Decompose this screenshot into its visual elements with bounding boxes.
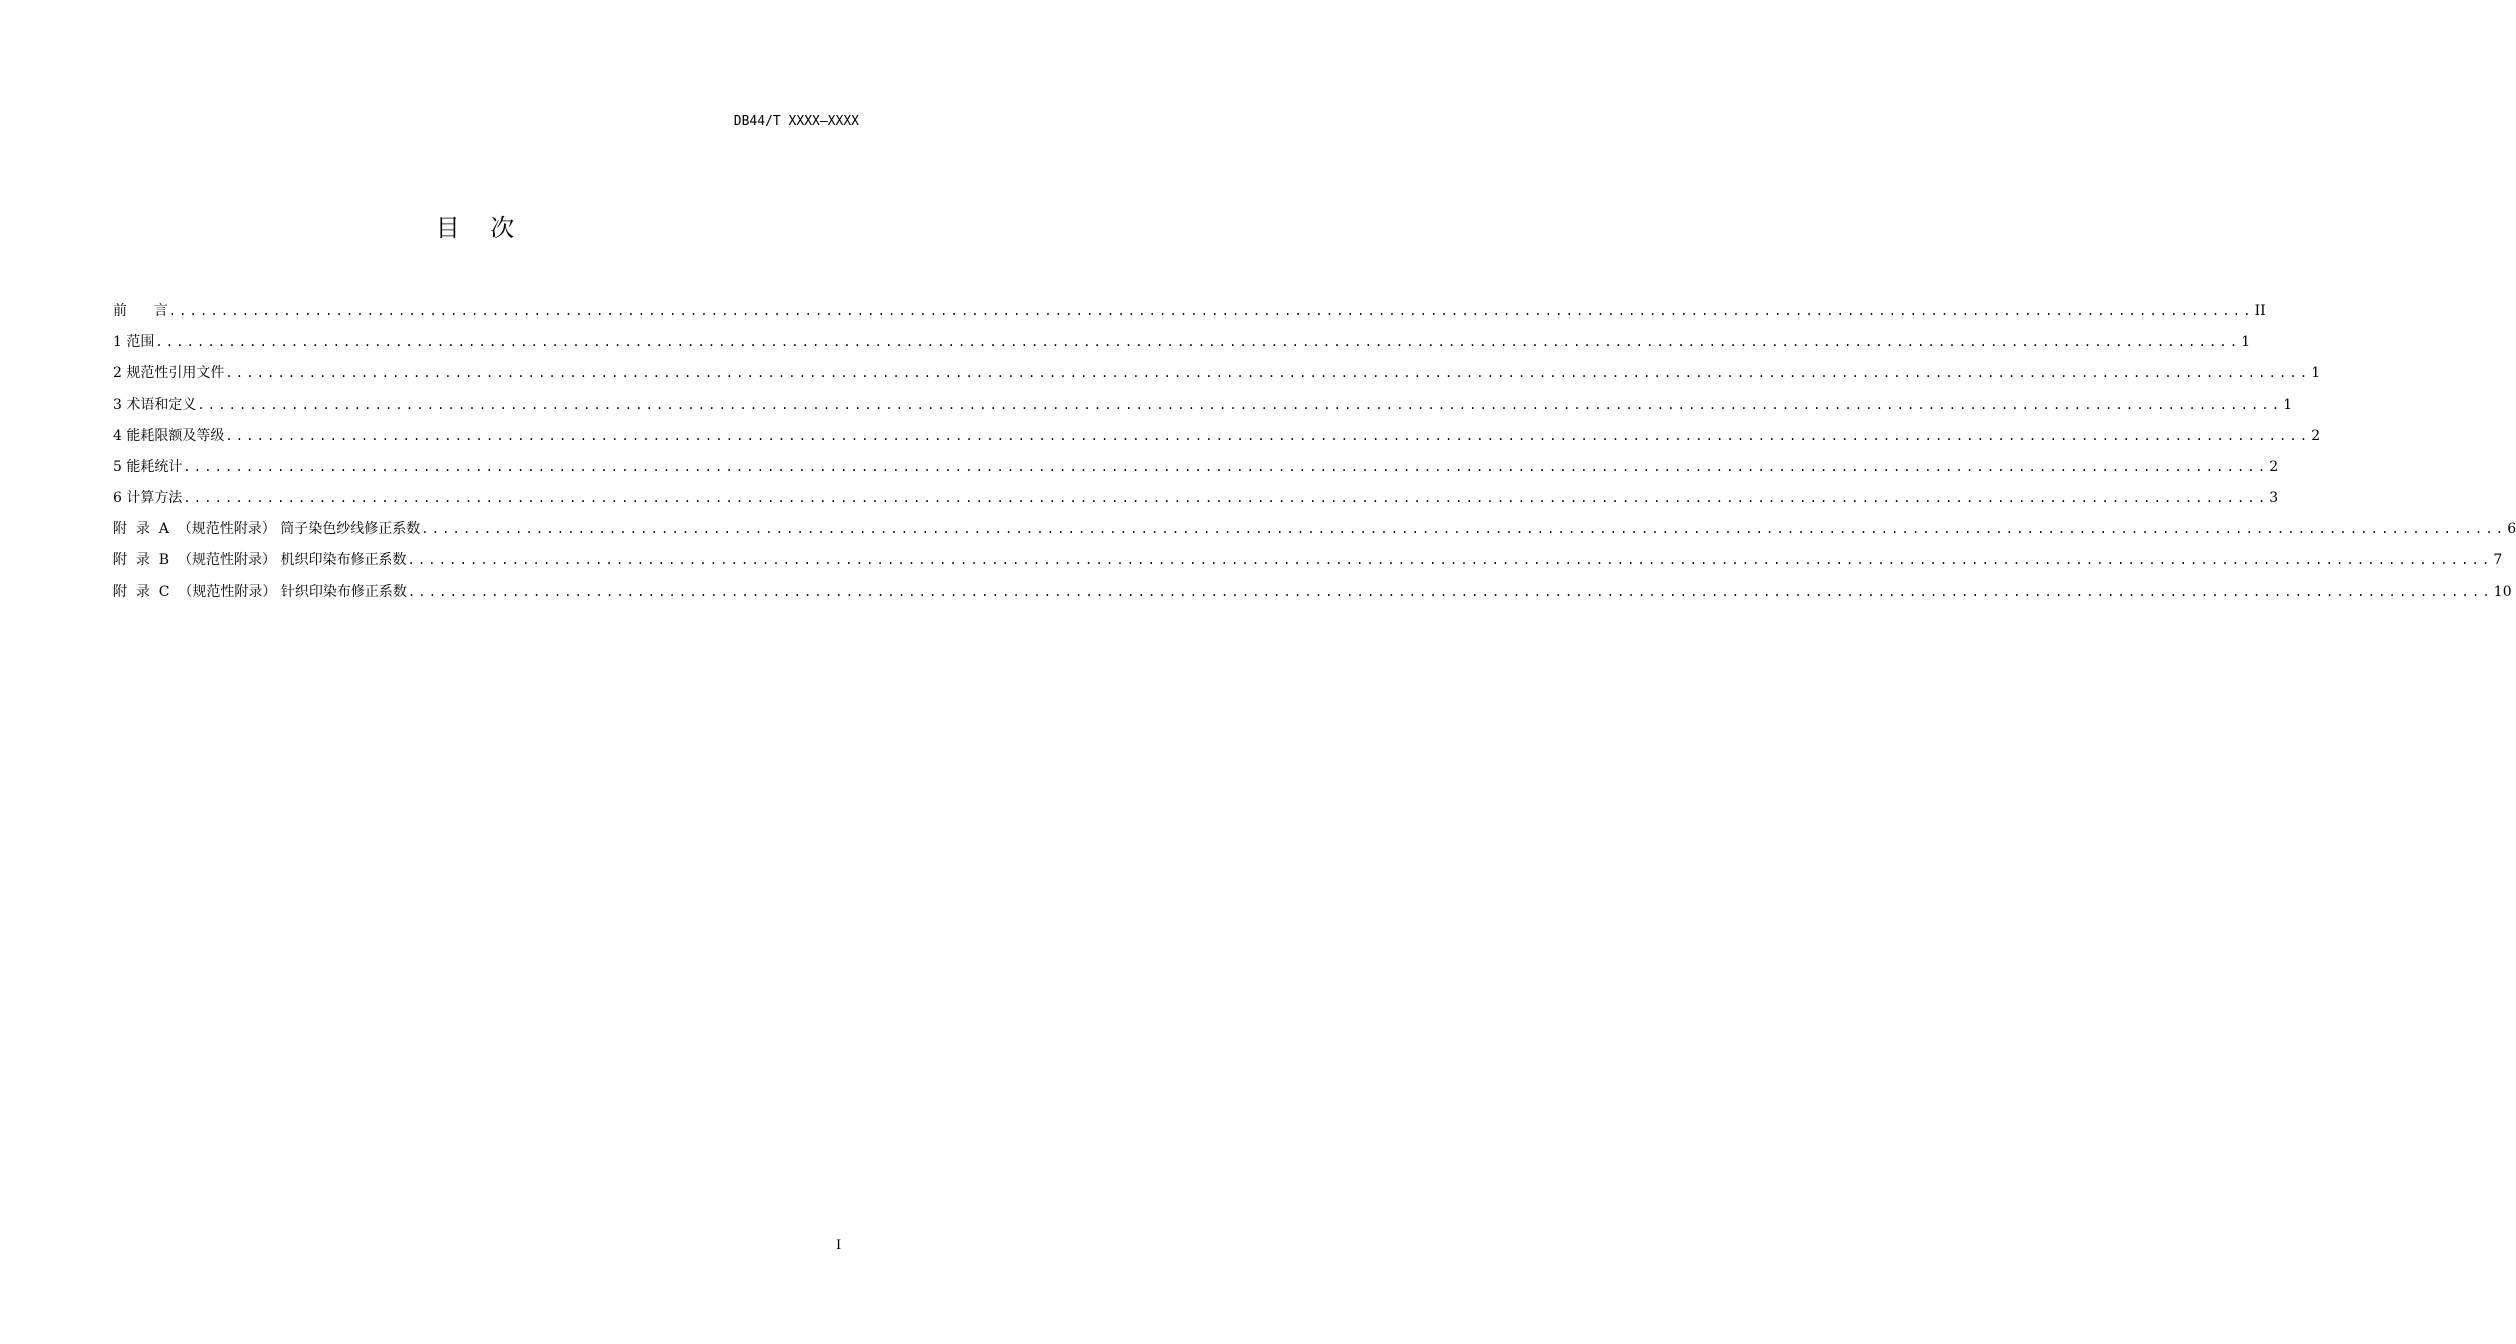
toc-entry-page: 1	[2311, 365, 2321, 382]
toc-entry-page: 3	[2269, 490, 2279, 507]
toc-entry-appendix-b[interactable]	[113, 546, 2503, 577]
toc-dot-leader: ........................................................................................................................................................................................................	[155, 335, 2241, 350]
toc-entry-calculation-methods[interactable]	[113, 483, 2279, 514]
toc-entry-label: 附 录 A （规范性附录） 筒子染色纱线修正系数	[113, 521, 421, 538]
toc-entry-label: 附 录 C （规范性附录） 针织印染布修正系数	[113, 583, 407, 600]
toc-entry-page: 1	[2283, 396, 2293, 413]
toc-entry-page: II	[2254, 302, 2266, 319]
toc-entry-label: 前 言	[113, 302, 168, 319]
toc-entry-scope[interactable]	[113, 327, 2251, 358]
toc-entry-label: 6 计算方法	[113, 490, 183, 507]
toc-entry-appendix-c[interactable]	[113, 577, 2512, 608]
toc-entry-page: 2	[2269, 458, 2279, 475]
toc-entry-label: 5 能耗统计	[113, 458, 183, 475]
toc-dot-leader: ........................................................................................................................................................................................................	[225, 366, 2311, 381]
toc-dot-leader: ........................................................................................................................................................................................................	[407, 584, 2493, 599]
toc-entry-normative-references[interactable]	[113, 358, 2321, 389]
toc-entry-label: 附 录 B （规范性附录） 机织印染布修正系数	[113, 552, 407, 569]
toc-entry-page: 1	[2241, 334, 2251, 351]
toc-dot-leader: ........................................................................................................................................................................................................	[407, 553, 2493, 568]
toc-dot-leader: ........................................................................................................................................................................................................	[183, 491, 2269, 506]
toc-entry-page: 10	[2493, 583, 2512, 600]
toc-entry-energy-statistics[interactable]	[113, 452, 2279, 483]
toc-entry-label: 4 能耗限额及等级	[113, 427, 225, 444]
toc-entry-page: 2	[2311, 427, 2321, 444]
toc-dot-leader: ........................................................................................................................................................................................................	[421, 522, 2507, 537]
toc-title: 目 次	[435, 214, 515, 242]
toc-entry-energy-limits[interactable]	[113, 421, 2321, 452]
toc-entry-label: 2 规范性引用文件	[113, 365, 225, 382]
toc-entry-foreword[interactable]	[113, 296, 2266, 327]
toc-entry-terms-definitions[interactable]	[113, 390, 2293, 421]
toc-entry-label: 3 术语和定义	[113, 396, 197, 413]
toc-entry-appendix-a[interactable]	[113, 514, 2516, 545]
toc-dot-leader: ........................................................................................................................................................................................................	[168, 303, 2254, 318]
toc-dot-leader: ........................................................................................................................................................................................................	[197, 397, 2283, 412]
table-of-contents	[113, 296, 2516, 608]
document-code: DB44/T XXXX—XXXX	[733, 114, 859, 129]
toc-entry-page: 7	[2493, 552, 2503, 569]
toc-entry-label: 1 范围	[113, 334, 155, 351]
page-number: I	[836, 1238, 842, 1253]
toc-dot-leader: ........................................................................................................................................................................................................	[183, 459, 2269, 474]
toc-dot-leader: ........................................................................................................................................................................................................	[225, 428, 2311, 443]
toc-entry-page: 6	[2507, 521, 2516, 538]
